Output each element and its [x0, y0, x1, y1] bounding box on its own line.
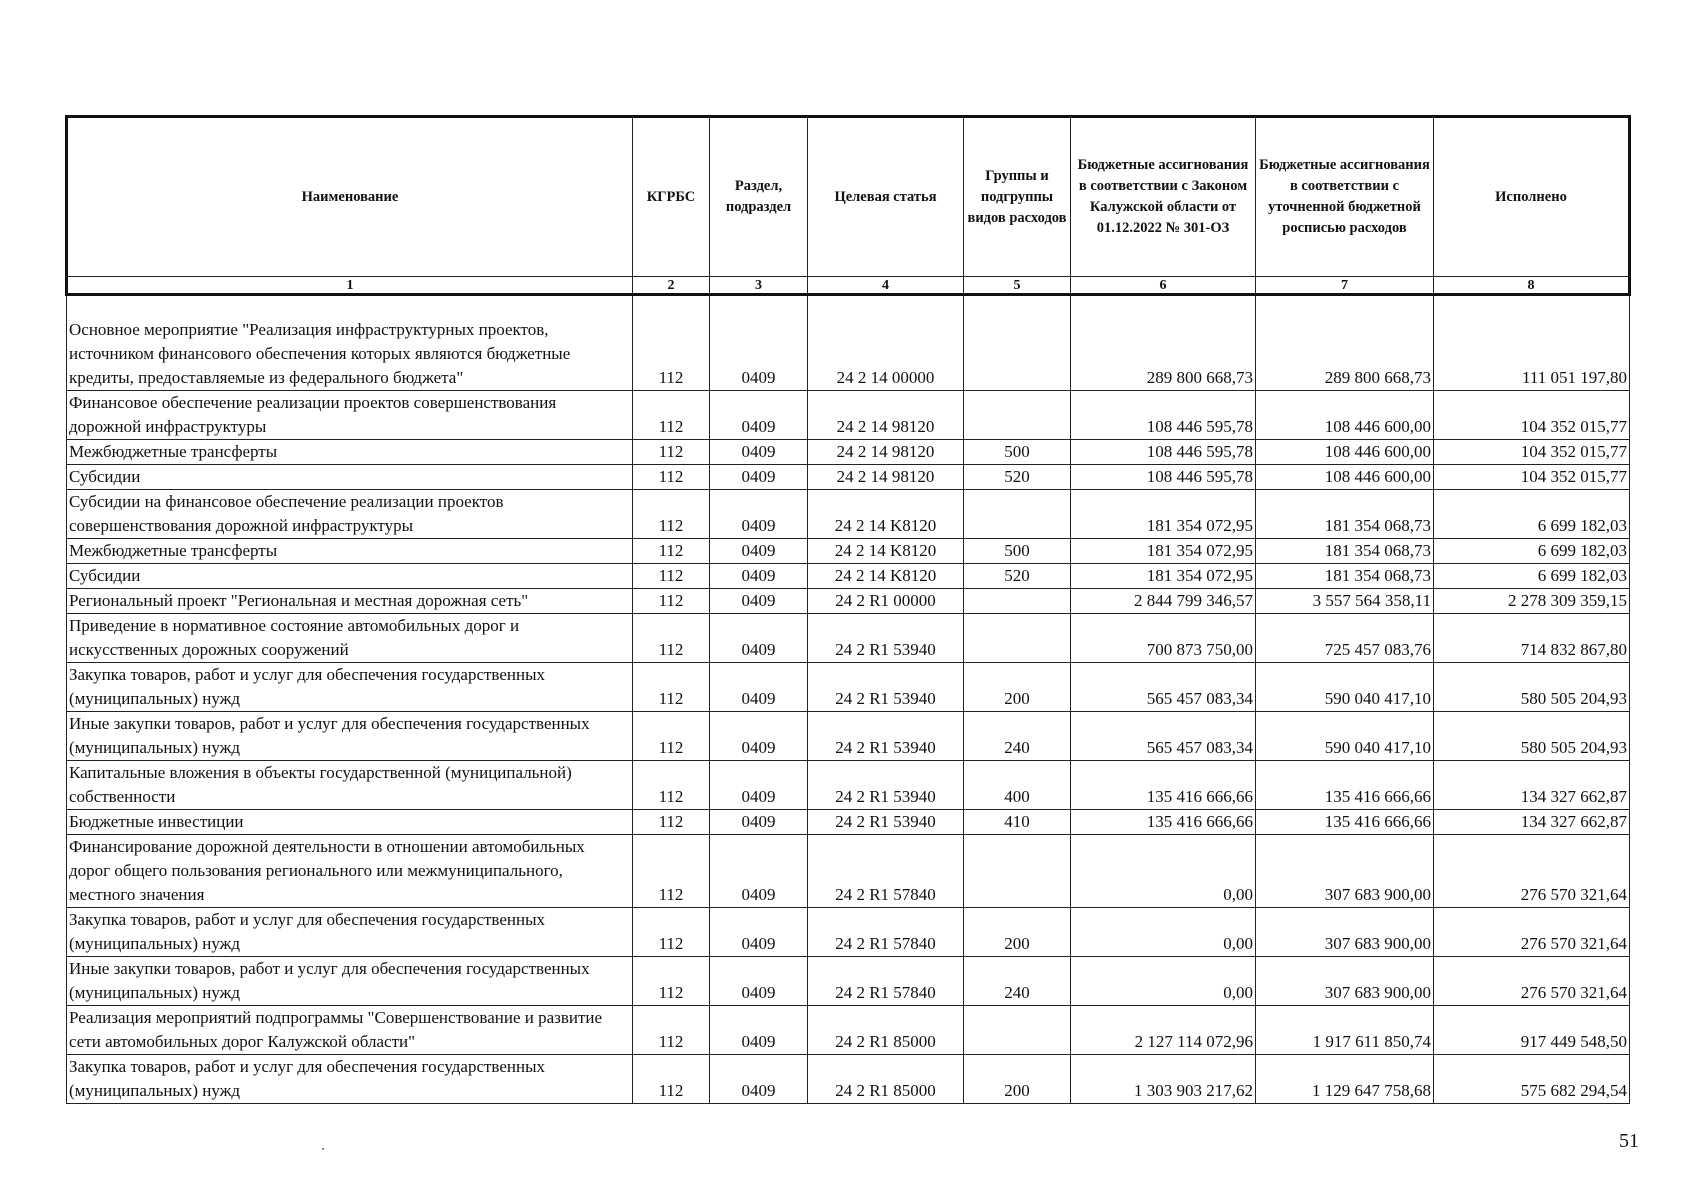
header-expense-group: Группы и подгруппы видов расходов	[964, 117, 1071, 277]
cell-law-allocations: 1 303 903 217,62	[1071, 1055, 1256, 1104]
cell-kgrbs: 112	[633, 490, 710, 539]
cell-kgrbs: 112	[633, 908, 710, 957]
cell-executed: 6 699 182,03	[1434, 539, 1630, 564]
column-number: 8	[1434, 277, 1630, 295]
cell-expense-group	[964, 589, 1071, 614]
cell-target-article: 24 2 R1 00000	[808, 589, 964, 614]
cell-target-article: 24 2 R1 85000	[808, 1006, 964, 1055]
header-name: Наименование	[67, 117, 633, 277]
cell-expense-group	[964, 391, 1071, 440]
header-kgrbs: КГРБС	[633, 117, 710, 277]
cell-target-article: 24 2 14 K8120	[808, 539, 964, 564]
table-row	[67, 957, 1630, 1006]
cell-section: 0409	[710, 490, 808, 539]
cell-law-allocations: 0,00	[1071, 908, 1256, 957]
cell-target-article: 24 2 14 K8120	[808, 564, 964, 589]
cell-kgrbs: 112	[633, 810, 710, 835]
cell-executed: 111 051 197,80	[1434, 295, 1630, 391]
cell-name: Основное мероприятие "Реализация инфраструктурных проектов, источником финансового обеспечения которых являются бюджетные кредиты, предоставляемые из федерального бюджета"	[67, 295, 633, 391]
cell-target-article: 24 2 R1 53940	[808, 810, 964, 835]
cell-law-allocations: 181 354 072,95	[1071, 490, 1256, 539]
table-row	[67, 295, 1630, 391]
cell-target-article: 24 2 R1 53940	[808, 663, 964, 712]
cell-name: Закупка товаров, работ и услуг для обеспечения государственных (муниципальных) нужд	[67, 663, 633, 712]
cell-section: 0409	[710, 614, 808, 663]
cell-law-allocations: 108 446 595,78	[1071, 391, 1256, 440]
cell-law-allocations: 135 416 666,66	[1071, 810, 1256, 835]
cell-name: Межбюджетные трансферты	[67, 539, 633, 564]
cell-target-article: 24 2 R1 57840	[808, 835, 964, 908]
table-row	[67, 391, 1630, 440]
cell-refined-allocations: 135 416 666,66	[1256, 810, 1434, 835]
cell-target-article: 24 2 R1 53940	[808, 614, 964, 663]
cell-refined-allocations: 307 683 900,00	[1256, 957, 1434, 1006]
cell-refined-allocations: 3 557 564 358,11	[1256, 589, 1434, 614]
cell-law-allocations: 2 127 114 072,96	[1071, 1006, 1256, 1055]
table-row	[67, 440, 1630, 465]
cell-refined-allocations: 725 457 083,76	[1256, 614, 1434, 663]
cell-expense-group	[964, 295, 1071, 391]
cell-section: 0409	[710, 712, 808, 761]
cell-kgrbs: 112	[633, 761, 710, 810]
cell-refined-allocations: 590 040 417,10	[1256, 712, 1434, 761]
table-row	[67, 539, 1630, 564]
table-row	[67, 712, 1630, 761]
cell-executed: 2 278 309 359,15	[1434, 589, 1630, 614]
cell-executed: 575 682 294,54	[1434, 1055, 1630, 1104]
column-number: 4	[808, 277, 964, 295]
cell-executed: 104 352 015,77	[1434, 465, 1630, 490]
cell-executed: 580 505 204,93	[1434, 712, 1630, 761]
table-row	[67, 761, 1630, 810]
cell-expense-group: 240	[964, 712, 1071, 761]
cell-name: Закупка товаров, работ и услуг для обеспечения государственных (муниципальных) нужд	[67, 908, 633, 957]
cell-law-allocations: 135 416 666,66	[1071, 761, 1256, 810]
cell-law-allocations: 565 457 083,34	[1071, 712, 1256, 761]
cell-law-allocations: 0,00	[1071, 957, 1256, 1006]
cell-expense-group: 500	[964, 539, 1071, 564]
cell-kgrbs: 112	[633, 1006, 710, 1055]
cell-law-allocations: 108 446 595,78	[1071, 465, 1256, 490]
cell-target-article: 24 2 14 98120	[808, 465, 964, 490]
cell-kgrbs: 112	[633, 564, 710, 589]
cell-target-article: 24 2 14 98120	[808, 440, 964, 465]
column-number: 1	[67, 277, 633, 295]
column-number: 6	[1071, 277, 1256, 295]
cell-expense-group: 200	[964, 908, 1071, 957]
cell-target-article: 24 2 14 00000	[808, 295, 964, 391]
cell-section: 0409	[710, 810, 808, 835]
cell-section: 0409	[710, 761, 808, 810]
table-row	[67, 490, 1630, 539]
cell-law-allocations: 181 354 072,95	[1071, 539, 1256, 564]
cell-executed: 134 327 662,87	[1434, 761, 1630, 810]
cell-kgrbs: 112	[633, 465, 710, 490]
cell-kgrbs: 112	[633, 835, 710, 908]
cell-section: 0409	[710, 440, 808, 465]
cell-expense-group: 240	[964, 957, 1071, 1006]
cell-executed: 276 570 321,64	[1434, 908, 1630, 957]
cell-executed: 104 352 015,77	[1434, 440, 1630, 465]
cell-expense-group	[964, 614, 1071, 663]
cell-refined-allocations: 135 416 666,66	[1256, 761, 1434, 810]
cell-section: 0409	[710, 1006, 808, 1055]
cell-refined-allocations: 307 683 900,00	[1256, 908, 1434, 957]
cell-refined-allocations: 307 683 900,00	[1256, 835, 1434, 908]
cell-kgrbs: 112	[633, 295, 710, 391]
cell-executed: 134 327 662,87	[1434, 810, 1630, 835]
cell-law-allocations: 289 800 668,73	[1071, 295, 1256, 391]
cell-section: 0409	[710, 295, 808, 391]
cell-refined-allocations: 108 446 600,00	[1256, 440, 1434, 465]
cell-kgrbs: 112	[633, 539, 710, 564]
cell-target-article: 24 2 R1 53940	[808, 712, 964, 761]
cell-refined-allocations: 289 800 668,73	[1256, 295, 1434, 391]
cell-target-article: 24 2 14 98120	[808, 391, 964, 440]
cell-refined-allocations: 181 354 068,73	[1256, 539, 1434, 564]
header-section: Раздел, подраздел	[710, 117, 808, 277]
cell-kgrbs: 112	[633, 1055, 710, 1104]
cell-section: 0409	[710, 835, 808, 908]
column-number: 3	[710, 277, 808, 295]
cell-expense-group	[964, 1006, 1071, 1055]
cell-executed: 917 449 548,50	[1434, 1006, 1630, 1055]
cell-executed: 714 832 867,80	[1434, 614, 1630, 663]
cell-target-article: 24 2 R1 53940	[808, 761, 964, 810]
table-row	[67, 835, 1630, 908]
cell-law-allocations: 2 844 799 346,57	[1071, 589, 1256, 614]
cell-kgrbs: 112	[633, 957, 710, 1006]
cell-name: Капитальные вложения в объекты государственной (муниципальной) собственности	[67, 761, 633, 810]
cell-refined-allocations: 108 446 600,00	[1256, 391, 1434, 440]
column-number: 7	[1256, 277, 1434, 295]
header-executed: Исполнено	[1434, 117, 1630, 277]
cell-name: Региональный проект "Региональная и местная дорожная сеть"	[67, 589, 633, 614]
cell-section: 0409	[710, 1055, 808, 1104]
cell-executed: 104 352 015,77	[1434, 391, 1630, 440]
table-row	[67, 465, 1630, 490]
cell-kgrbs: 112	[633, 663, 710, 712]
table-row	[67, 663, 1630, 712]
cell-target-article: 24 2 R1 57840	[808, 957, 964, 1006]
cell-expense-group: 200	[964, 1055, 1071, 1104]
cell-law-allocations: 108 446 595,78	[1071, 440, 1256, 465]
budget-table	[65, 115, 1631, 1104]
cell-name: Иные закупки товаров, работ и услуг для обеспечения государственных (муниципальных) нужд	[67, 712, 633, 761]
cell-name: Бюджетные инвестиции	[67, 810, 633, 835]
column-number-row	[67, 277, 1630, 295]
cell-refined-allocations: 108 446 600,00	[1256, 465, 1434, 490]
cell-executed: 580 505 204,93	[1434, 663, 1630, 712]
cell-expense-group	[964, 835, 1071, 908]
cell-name: Субсидии на финансовое обеспечение реализации проектов совершенствования дорожной инфраструктуры	[67, 490, 633, 539]
cell-kgrbs: 112	[633, 614, 710, 663]
header-target-article: Целевая статья	[808, 117, 964, 277]
cell-name: Финансовое обеспечение реализации проектов совершенствования дорожной инфраструктуры	[67, 391, 633, 440]
header-refined-allocations: Бюджетные ассигнования в соответствии с уточненной бюджетной росписью расходов	[1256, 117, 1434, 277]
column-number: 5	[964, 277, 1071, 295]
cell-name: Субсидии	[67, 465, 633, 490]
cell-name: Приведение в нормативное состояние автомобильных дорог и искусственных дорожных сооружений	[67, 614, 633, 663]
cell-section: 0409	[710, 957, 808, 1006]
cell-refined-allocations: 181 354 068,73	[1256, 564, 1434, 589]
cell-target-article: 24 2 14 K8120	[808, 490, 964, 539]
table-row	[67, 810, 1630, 835]
cell-expense-group: 400	[964, 761, 1071, 810]
cell-expense-group: 520	[964, 465, 1071, 490]
cell-kgrbs: 112	[633, 712, 710, 761]
cell-refined-allocations: 1 917 611 850,74	[1256, 1006, 1434, 1055]
scan-mark	[322, 1148, 324, 1150]
cell-executed: 6 699 182,03	[1434, 490, 1630, 539]
cell-expense-group: 520	[964, 564, 1071, 589]
cell-section: 0409	[710, 908, 808, 957]
cell-section: 0409	[710, 663, 808, 712]
cell-law-allocations: 181 354 072,95	[1071, 564, 1256, 589]
cell-refined-allocations: 181 354 068,73	[1256, 490, 1434, 539]
cell-name: Реализация мероприятий подпрограммы "Совершенствование и развитие сети автомобильных дорог Калужской области"	[67, 1006, 633, 1055]
column-number: 2	[633, 277, 710, 295]
cell-kgrbs: 112	[633, 440, 710, 465]
cell-kgrbs: 112	[633, 391, 710, 440]
cell-name: Межбюджетные трансферты	[67, 440, 633, 465]
cell-refined-allocations: 590 040 417,10	[1256, 663, 1434, 712]
cell-expense-group: 500	[964, 440, 1071, 465]
cell-name: Финансирование дорожной деятельности в отношении автомобильных дорог общего пользования регионального или межмуниципального, местного значения	[67, 835, 633, 908]
cell-name: Закупка товаров, работ и услуг для обеспечения государственных (муниципальных) нужд	[67, 1055, 633, 1104]
cell-expense-group: 200	[964, 663, 1071, 712]
page-number: 51	[1619, 1130, 1639, 1152]
table-row	[67, 908, 1630, 957]
cell-executed: 276 570 321,64	[1434, 835, 1630, 908]
cell-executed: 276 570 321,64	[1434, 957, 1630, 1006]
cell-expense-group: 410	[964, 810, 1071, 835]
cell-law-allocations: 565 457 083,34	[1071, 663, 1256, 712]
cell-law-allocations: 700 873 750,00	[1071, 614, 1256, 663]
cell-target-article: 24 2 R1 85000	[808, 1055, 964, 1104]
cell-target-article: 24 2 R1 57840	[808, 908, 964, 957]
cell-name: Субсидии	[67, 564, 633, 589]
cell-section: 0409	[710, 589, 808, 614]
table-row	[67, 1055, 1630, 1104]
cell-section: 0409	[710, 564, 808, 589]
table-body	[67, 295, 1630, 1104]
table-header-row	[67, 117, 1630, 277]
cell-section: 0409	[710, 391, 808, 440]
table-row	[67, 564, 1630, 589]
cell-section: 0409	[710, 465, 808, 490]
header-law-allocations: Бюджетные ассигнования в соответствии с Законом Калужской области от 01.12.2022 № 301-ОЗ	[1071, 117, 1256, 277]
table-row	[67, 614, 1630, 663]
table-row	[67, 1006, 1630, 1055]
budget-sheet	[65, 115, 1628, 1104]
table-row	[67, 589, 1630, 614]
cell-kgrbs: 112	[633, 589, 710, 614]
cell-expense-group	[964, 490, 1071, 539]
cell-section: 0409	[710, 539, 808, 564]
cell-name: Иные закупки товаров, работ и услуг для обеспечения государственных (муниципальных) нужд	[67, 957, 633, 1006]
cell-executed: 6 699 182,03	[1434, 564, 1630, 589]
cell-refined-allocations: 1 129 647 758,68	[1256, 1055, 1434, 1104]
cell-law-allocations: 0,00	[1071, 835, 1256, 908]
